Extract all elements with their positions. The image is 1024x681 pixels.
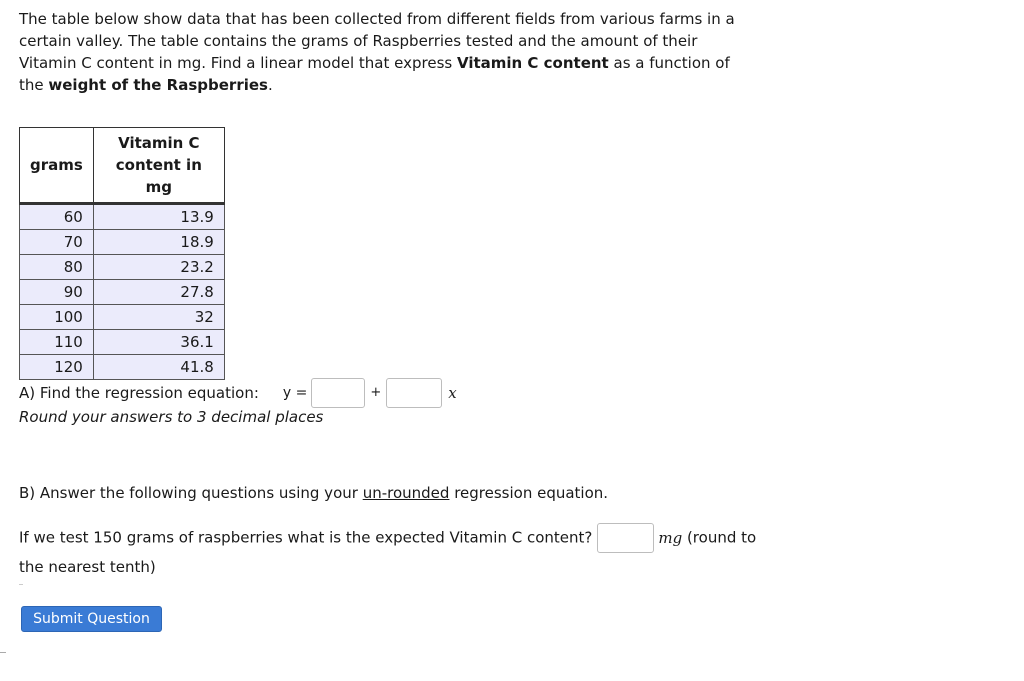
vitamin-c-cell: 36.1 bbox=[93, 330, 224, 355]
table-row bbox=[20, 355, 225, 380]
round-note-b: (round to the nearest tenth) bbox=[19, 528, 757, 576]
y-equals-label: y = bbox=[282, 385, 308, 401]
vitamin-c-cell: 32 bbox=[93, 305, 224, 330]
vitamin-c-cell: 13.9 bbox=[93, 204, 224, 230]
vitamin-c-cell: 41.8 bbox=[93, 355, 224, 380]
intro-text-3: . bbox=[267, 76, 273, 94]
part-b-underlined: un-rounded bbox=[362, 484, 450, 502]
vitamin-c-answer-input[interactable] bbox=[597, 523, 654, 553]
vitamin-c-cell: 27.8 bbox=[93, 280, 224, 305]
vitamin-c-cell: 23.2 bbox=[93, 255, 224, 280]
grams-cell: 80 bbox=[20, 255, 94, 280]
submit-question-button[interactable]: Submit Question bbox=[21, 606, 162, 632]
grams-cell: 60 bbox=[20, 204, 94, 230]
part-a-prompt: A) Find the regression equation: bbox=[19, 384, 259, 402]
problem-statement bbox=[19, 8, 759, 96]
part-a-row bbox=[19, 378, 457, 408]
table-row bbox=[20, 204, 225, 230]
divider-mark bbox=[19, 584, 23, 585]
table-row bbox=[20, 280, 225, 305]
intercept-input[interactable] bbox=[311, 378, 365, 408]
table-body bbox=[20, 204, 225, 380]
header-vitamin-c: Vitamin C content in mg bbox=[93, 128, 224, 204]
header-grams: grams bbox=[20, 128, 94, 204]
edge-mark bbox=[0, 652, 6, 653]
table-row bbox=[20, 255, 225, 280]
part-b-prefix: B) Answer the following questions using your bbox=[19, 484, 363, 502]
grams-cell: 120 bbox=[20, 355, 94, 380]
intro-bold-1: Vitamin C content bbox=[456, 54, 609, 72]
table-row bbox=[20, 230, 225, 255]
intro-text-1: The table below show data that has been collected from different fields from various farms in a certain valley. The table contains the grams of Raspberries tested and the amount of their Vitamin C content in mg. Find a linear model that express bbox=[19, 10, 735, 72]
intro-bold-2: weight of the Raspberries bbox=[48, 76, 268, 94]
grams-cell: 70 bbox=[20, 230, 94, 255]
plus-sign: + bbox=[370, 385, 382, 400]
part-a-round-note: Round your answers to 3 decimal places bbox=[19, 408, 324, 426]
unit-mg: mg bbox=[658, 528, 683, 547]
table-row bbox=[20, 330, 225, 355]
part-b-instruction bbox=[19, 484, 608, 502]
x-variable: x bbox=[448, 384, 457, 402]
part-b-suffix: regression equation. bbox=[449, 484, 609, 502]
table-row bbox=[20, 305, 225, 330]
slope-input[interactable] bbox=[386, 378, 442, 408]
grams-cell: 110 bbox=[20, 330, 94, 355]
table-header-row bbox=[20, 128, 225, 204]
intro-text-2: as a function of the bbox=[19, 54, 730, 94]
grams-cell: 90 bbox=[20, 280, 94, 305]
question-text: If we test 150 grams of raspberries what is the expected Vitamin C content? bbox=[19, 528, 593, 547]
part-b-question bbox=[19, 523, 759, 582]
vitamin-c-cell: 18.9 bbox=[93, 230, 224, 255]
data-table bbox=[19, 127, 225, 380]
grams-cell: 100 bbox=[20, 305, 94, 330]
